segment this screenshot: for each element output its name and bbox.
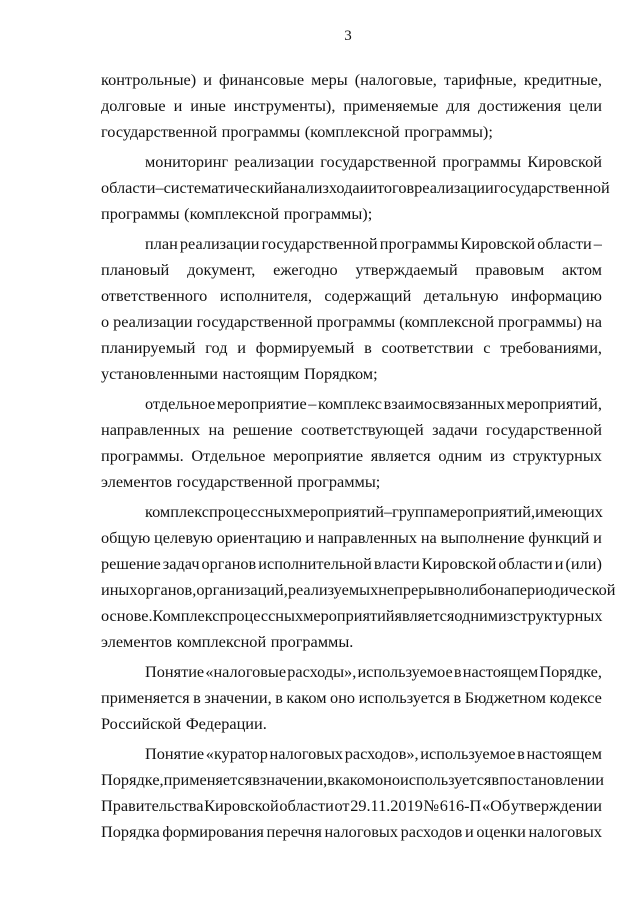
text-line: общую целевую ориентацию и направленных на выполнение функций и — [101, 528, 602, 547]
text-line: Российской Федерации. — [101, 714, 267, 733]
paragraph — [101, 149, 610, 227]
text-line: решение задач органов исполнительной власти Кировской области и (или) — [101, 554, 602, 573]
text-line: план реализации государственной программы Кировской области – — [145, 234, 602, 253]
text-line: элементов комплексной программы. — [101, 632, 354, 651]
text-line: мониторинг реализации государственной программы Кировской — [145, 152, 602, 171]
paragraph — [101, 67, 602, 145]
text-line: о реализации государственной программы (комплексной программы) на — [101, 312, 602, 331]
text-line: долговые и иные инструменты), применяемые для достижения цели — [101, 96, 602, 115]
text-line: программы. Отдельное мероприятие является одним из структурных — [101, 446, 602, 465]
text-line: ответственного исполнителя, содержащий детальную информацию — [101, 286, 602, 305]
text-line: программы (комплексной программы); — [101, 204, 373, 223]
text-line: плановый документ, ежегодно утверждаемый правовым актом — [101, 260, 602, 279]
text-line: контрольные) и финансовые меры (налоговые, тарифные, кредитные, — [101, 70, 602, 89]
text-line: Понятие «налоговые расходы», используемое в настоящем Порядке, — [145, 662, 602, 681]
text-line: направленных на решение соответствующей задачи государственной — [101, 420, 602, 439]
text-line: комплекс процессных мероприятий – группа мероприятий, имеющих — [145, 502, 603, 521]
paragraph — [101, 231, 602, 387]
paragraph — [101, 659, 602, 737]
paragraph — [101, 741, 602, 845]
text-line: планируемый год и формируемый в соответствии с требованиями, — [101, 338, 602, 357]
text-line: Правительства Кировской области от 29.11.2019 № 616-П «Об утверждении — [101, 796, 602, 815]
text-line: Порядка формирования перечня налоговых расходов и оценки налоговых — [101, 822, 602, 841]
paragraph — [101, 391, 602, 495]
text-line: Порядке, применяется в значении, в каком оно используется в постановлении — [101, 770, 604, 789]
text-line: государственной программы (комплексной программы); — [101, 122, 493, 141]
text-line: отдельное мероприятие – комплекс взаимосвязанных мероприятий, — [145, 394, 602, 413]
text-line: элементов государственной программы; — [101, 472, 381, 491]
text-line: основе. Комплекс процессных мероприятий является одним из структурных — [101, 606, 603, 625]
text-line: установленными настоящим Порядком; — [101, 364, 378, 383]
paragraph — [101, 499, 616, 655]
text-line: области – систематический анализ хода и итогов реализации государственной — [101, 178, 610, 197]
page-number: 3 — [344, 28, 352, 44]
document-body — [101, 67, 616, 849]
text-line: применяется в значении, в каком оно используется в Бюджетном кодексе — [101, 688, 602, 707]
text-line: Понятие «куратор налоговых расходов», используемое в настоящем — [145, 744, 602, 763]
text-line: иных органов, организаций, реализуемых непрерывно либо на периодической — [101, 580, 616, 599]
